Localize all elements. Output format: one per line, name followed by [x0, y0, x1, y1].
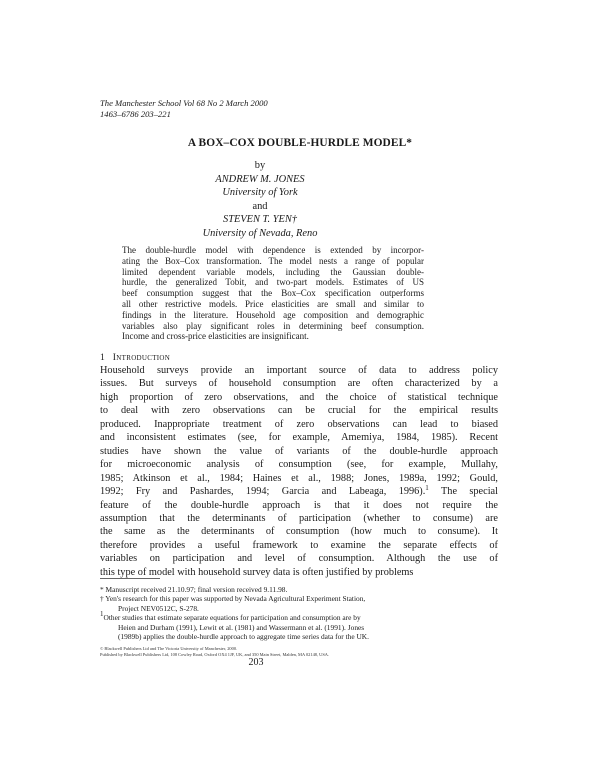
body-line: high proportion of zero observations, and the choice of statistical technique: [100, 391, 498, 403]
footnote-text: Other studies that estimate separate equations for participation and consumption are by: [103, 613, 361, 623]
abstract-line: Income and cross-price elasticities are insignificant.: [122, 331, 309, 342]
section-number: 1: [100, 352, 105, 363]
author-name: STEVEN T. YEN†: [223, 214, 297, 226]
page-number: 203: [248, 657, 264, 668]
paper-title: A BOX–COX DOUBLE-HURDLE MODEL*: [187, 137, 413, 149]
footnote-line: * Manuscript received 21.10.97; final version received 9.11.98.: [100, 585, 288, 594]
abstract-line: hurdle, the generalized Tobit, and two-part models. Estimates of US: [122, 277, 424, 288]
footnote-line: (1989b) applies the double-hurdle approach to aggregate time series data for the UK.: [118, 632, 369, 642]
body-line-text: The special: [428, 486, 498, 498]
abstract-line: variables also play significant roles in determining beef consumption.: [122, 320, 424, 331]
section-title: Introduction: [112, 352, 171, 363]
body-line: studies have shown the value of variants of the double-hurdle approach: [100, 445, 498, 457]
footnote-line: [100, 610, 500, 623]
section-heading: [100, 352, 170, 363]
abstract-line: all other restrictive models. Price elasticities are small and similar to: [122, 298, 424, 309]
author-name: ANDREW M. JONES: [215, 173, 305, 185]
footnotes: [100, 585, 500, 641]
body-line: and inconsistent estimates (see, for example, Amemiya, 1984, 1985). Recent: [100, 432, 498, 444]
publisher-line: Published by Blackwell Publishers Ltd, 108 Cowley Road, Oxford OX4 1JF, UK, and 350 Main Street, Malden, MA 02148, USA.: [100, 652, 330, 657]
copyright-line: © Blackwell Publishers Ltd and The Victoria University of Manchester, 2000.: [100, 646, 238, 651]
abstract-line: ating the Box–Cox transformation. The model nests a range of popular: [122, 255, 424, 266]
footnote-number: 1: [100, 610, 104, 619]
journal-header: [100, 98, 268, 120]
abstract: [122, 245, 424, 342]
body-line: feature of the double-hurdle approach is that it does not require the: [100, 499, 498, 511]
body-line: this type of model with household survey data is often justified by problems: [100, 566, 414, 578]
author-block: [0, 159, 520, 241]
body-line: therefore provides a useful framework to examine the separate effects of: [100, 539, 498, 551]
body-line: [100, 485, 498, 498]
author-affiliation: University of Nevada, Reno: [202, 227, 318, 239]
footnote-line: Project NEV0512C, S-278.: [118, 603, 199, 613]
body-line: the same as the determinants of consumption (how much to consume). It: [100, 526, 498, 538]
body-text: [100, 364, 498, 579]
abstract-line: beef consumption suggest that the Box–Cox specification outperforms: [122, 288, 424, 299]
body-line: 1985; Atkinson et al., 1984; Haines et al., 1988; Jones, 1989a, 1992; Gould,: [100, 472, 498, 484]
body-line: to deal with zero observations can be crucial for the empirical results: [100, 405, 498, 417]
body-line-text: 1992; Fry and Pashardes, 1994; Garcia and Labeaga, 1996).: [100, 486, 426, 498]
body-line: issues. But surveys of household consumption are often characterized by a: [100, 378, 498, 390]
and-label: and: [252, 200, 268, 212]
footnote-divider: [100, 578, 160, 579]
abstract-line: findings in the literature. Household age composition and demographic: [122, 309, 424, 320]
body-line: variables on participation and level of consumption. Although the use of: [100, 553, 498, 565]
author-affiliation: University of York: [222, 187, 298, 199]
body-line: for microeconomic analysis of consumption (see, for example, Mullahy,: [100, 459, 498, 471]
abstract-line: limited dependent variable models, including the Gaussian double-: [122, 266, 424, 277]
footnote-reference[interactable]: 1: [425, 484, 429, 493]
body-line: assumption that the determinants of participation (whether to consume) are: [100, 512, 498, 524]
journal-issn-pages: 1463–6786 203–221: [100, 109, 171, 119]
footnote-line: Heien and Durham (1991), Lewit et al. (1981) and Wassermann et al. (1991). Jones: [118, 622, 365, 632]
body-line: produced. Inappropriate treatment of zero observations can lead to biased: [100, 418, 498, 430]
footnote-line: † Yen's research for this paper was supported by Nevada Agricultural Experiment Station,: [100, 594, 366, 604]
by-label: by: [254, 160, 266, 171]
abstract-line: The double-hurdle model with dependence is extended by incorpor-: [122, 245, 424, 255]
journal-citation: The Manchester School Vol 68 No 2 March 2000: [100, 98, 268, 108]
body-line: Household surveys provide an important source of data to address policy: [100, 365, 498, 376]
